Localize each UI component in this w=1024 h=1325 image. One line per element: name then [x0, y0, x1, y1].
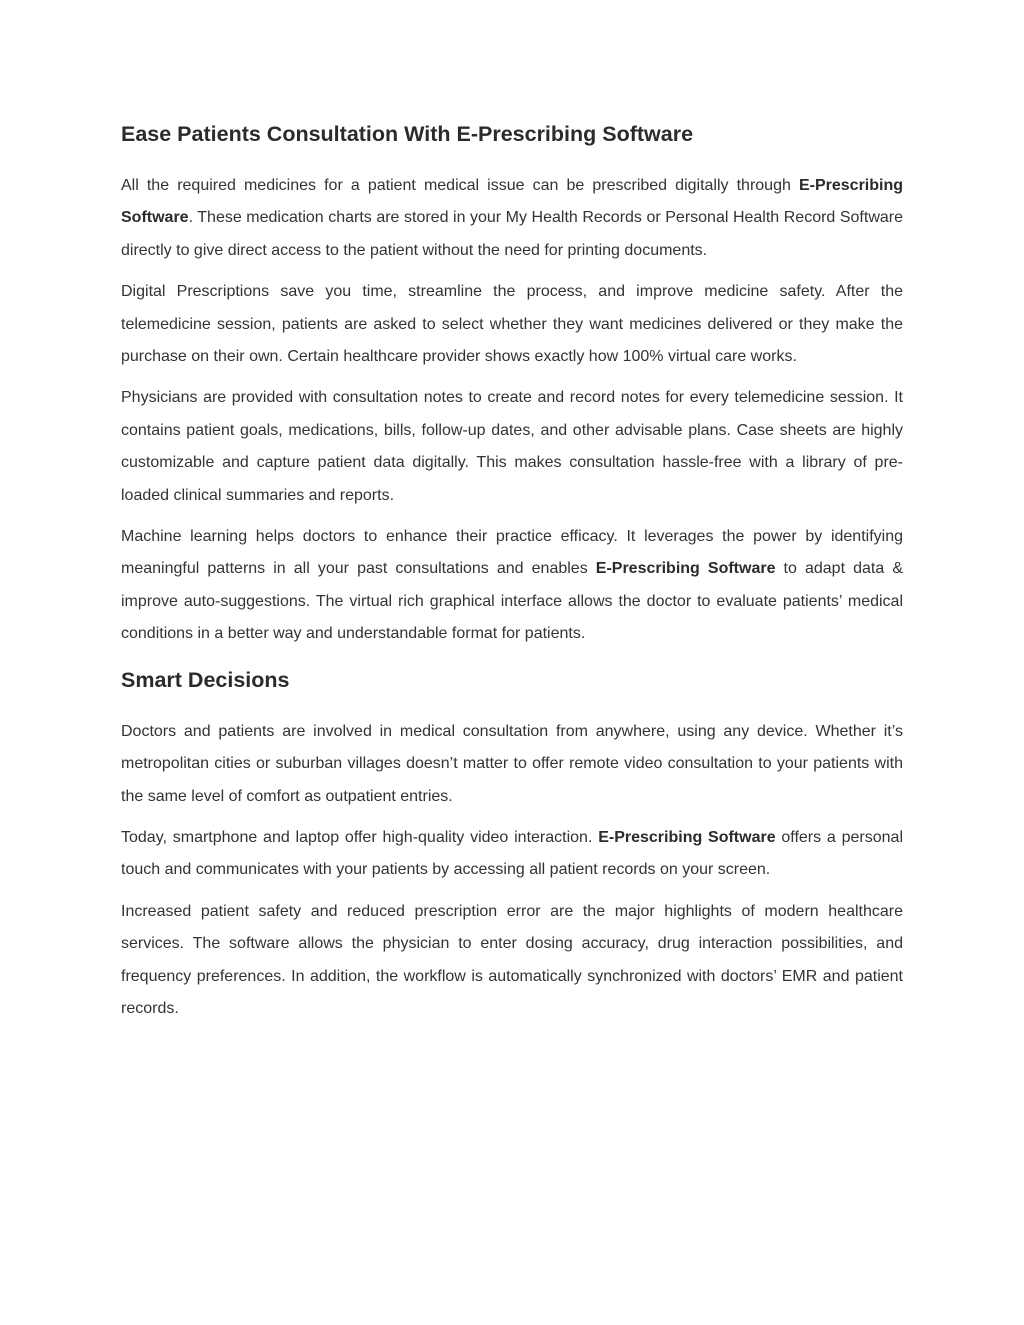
- page-title: Ease Patients Consultation With E-Prescribing Software: [121, 122, 694, 146]
- paragraph-1: [121, 170, 903, 267]
- paragraph-5: Doctors and patients are involved in medical consultation from anywhere, using any device. Whether it’s metropolitan cities or suburban villages doesn’t matter to offer remote video consultation to your patients with the same level of comfort as outpatient entries.: [121, 722, 903, 805]
- paragraph-text: Today, smartphone and laptop offer high-quality video interaction.: [121, 828, 599, 846]
- paragraph-3: Physicians are provided with consultation notes to create and record notes for every telemedicine session. It contains patient goals, medications, bills, follow-up dates, and other advisable plans. Case sheets are highly customizable and capture patient data digitally. This makes consultation hassle-free with a library of pre-loaded clinical summaries and reports.: [121, 389, 903, 504]
- paragraph-7: Increased patient safety and reduced prescription error are the major highlights of modern healthcare services. The software allows the physician to enter dosing accuracy, drug interaction possibilities, and frequency preferences. In addition, the workflow is automatically synchronized with doctors’ EMR and patient records.: [121, 902, 903, 1017]
- paragraph-4: [121, 521, 903, 651]
- paragraph-text: . These medication charts are stored in your My Health Records or Personal Health Record Software directly to give direct access to the patient without the need for printing documents.: [121, 209, 903, 259]
- bold-term: E-Prescribing Software: [595, 560, 776, 578]
- paragraph-text: to adapt data & improve auto-suggestions. The virtual rich graphical interface allows the doctor to evaluate patients’ medical conditions in a better way and understandable format for patients.: [121, 560, 903, 643]
- bold-term: E-Prescribing Software: [121, 177, 903, 227]
- section-heading: Smart Decisions: [121, 667, 290, 692]
- paragraph-text: Machine learning helps doctors to enhance their practice efficacy. It leverages the power by identifying meaningful patterns in all your past consultations and enables: [121, 528, 903, 578]
- document-body: [121, 114, 903, 1034]
- paragraph-6: [121, 822, 903, 887]
- paragraph-text: All the required medicines for a patient medical issue can be prescribed digitally through: [121, 177, 799, 194]
- paragraph-text: offers a personal touch and communicates with your patients by accessing all patient records on your screen.: [121, 828, 904, 879]
- paragraph-2: Digital Prescriptions save you time, streamline the process, and improve medicine safety. After the telemedicine session, patients are asked to select whether they want medicines delivered or they make the purchase on their own. Certain healthcare provider shows exactly how 100% virtual care works.: [121, 283, 903, 366]
- bold-term: E-Prescribing Software: [598, 828, 776, 846]
